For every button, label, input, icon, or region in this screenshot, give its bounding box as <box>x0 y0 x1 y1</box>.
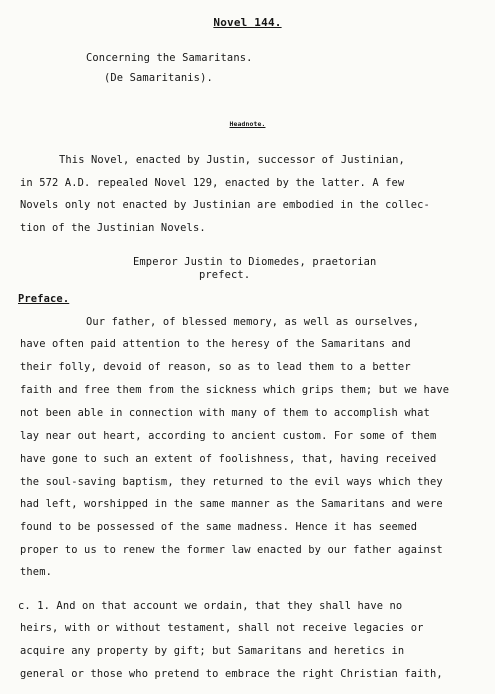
address-line: Emperor Justin to Diomedes, praetorian <box>133 256 377 268</box>
chapter-line: general or those who pretend to embrace the right Christian faith, <box>20 668 443 680</box>
preface-line: the soul-saving baptism, they returned to the evil ways which they <box>20 476 443 488</box>
preface-line: Our father, of blessed memory, as well as ourselves, <box>86 316 420 328</box>
headnote-line: tion of the Justinian Novels. <box>20 222 206 234</box>
preface-line: have gone to such an extent of foolishness, that, having received <box>20 453 437 465</box>
subtitle-english: Concerning the Samaritans. <box>86 52 253 64</box>
preface-heading: Preface. <box>18 293 70 305</box>
preface-line: found to be possessed of the same madness. Hence it has seemed <box>20 521 418 533</box>
chapter-line: c. 1. And on that account we ordain, that they shall have no <box>18 600 403 612</box>
preface-line: not been able in connection with many of them to accomplish what <box>20 407 430 419</box>
chapter-line: acquire any property by gift; but Samaritans and heretics in <box>20 645 405 657</box>
chapter-line: heirs, with or without testament, shall not receive legacies or <box>20 622 424 634</box>
preface-line: had left, worshipped in the same manner as the Samaritans and were <box>20 498 443 510</box>
preface-line: lay near out heart, according to ancient custom. For some of them <box>20 430 437 442</box>
preface-line: them. <box>20 566 53 578</box>
novel-title: Novel 144. <box>213 16 282 29</box>
headnote-line: in 572 A.D. repealed Novel 129, enacted by the latter. A few <box>20 177 405 189</box>
headnote-heading: Headnote. <box>229 120 266 128</box>
address-line: prefect. <box>199 269 251 281</box>
subtitle-latin: (De Samaritanis). <box>104 72 213 84</box>
preface-line: have often paid attention to the heresy of the Samaritans and <box>20 338 411 350</box>
headnote-line: This Novel, enacted by Justin, successor of Justinian, <box>59 154 405 166</box>
preface-line: faith and free them from the sickness which grips them; but we have <box>20 384 450 396</box>
preface-line: proper to us to renew the former law enacted by our father against <box>20 544 443 556</box>
preface-line: their folly, devoid of reason, so as to lead them to a better <box>20 361 411 373</box>
headnote-line: Novels only not enacted by Justinian are embodied in the collec- <box>20 199 430 211</box>
